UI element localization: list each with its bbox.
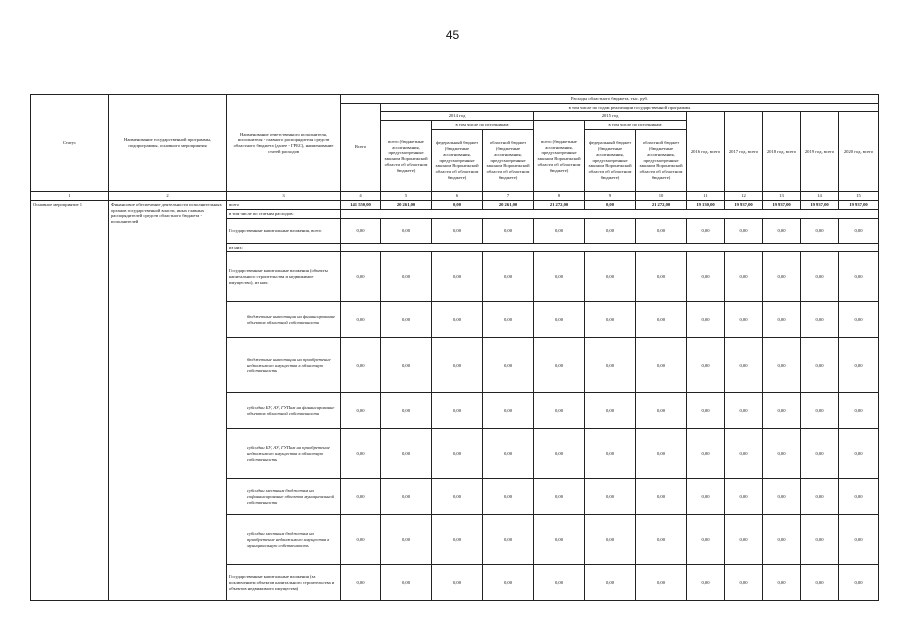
value-cell-col-8: 21 272,00 <box>534 200 585 209</box>
value-cell-col-7: 0,00 <box>483 252 534 302</box>
value-cell-col-15: 0,00 <box>839 393 879 429</box>
value-cell-col-5: 0,00 <box>381 479 432 515</box>
column-index-9: 9 <box>585 191 636 200</box>
value-cell-col-12: 0,00 <box>725 252 763 302</box>
value-cell-col-15: 0,00 <box>839 565 879 601</box>
value-cell-col-11: 0,00 <box>687 218 725 243</box>
value-cell-col-11: 0,00 <box>687 479 725 515</box>
value-cell-col-10: 21 272,00 <box>636 200 687 209</box>
column-index-13: 13 <box>763 191 801 200</box>
value-cell-col-8: 0,00 <box>534 252 585 302</box>
value-cell-col-7: 0,00 <box>483 393 534 429</box>
value-cell-col-13: 0,00 <box>763 565 801 601</box>
value-cell-col-14: 19 937,00 <box>801 200 839 209</box>
header-c5: всего (бюджетные ассигнования, предусмотренные законом Воронежской области об областном бюджете) <box>381 121 432 192</box>
value-cell-col-14: 0,00 <box>801 218 839 243</box>
expense-item-label: Государственные капитальные вложения (за исключением объектов капитального строительства и объектов недвижимого имущества) <box>227 565 341 601</box>
header-executor: Наименование ответственного исполнителя, исполнителя - главного распорядителя средств областного бюджета (далее - ГРБС), наименование статей расходов <box>227 95 341 192</box>
value-cell-col-8: 0,00 <box>534 302 585 338</box>
header-c6: федеральный бюджет (бюджетные ассигнования, предусмотренные законом Воронежской области об областном бюджете) <box>432 129 483 191</box>
header-c9: федеральный бюджет (бюджетные ассигнования, предусмотренные законом Воронежской области об областном бюджете) <box>585 129 636 191</box>
value-cell-col-5: 0,00 <box>381 302 432 338</box>
value-cell-col-15: 0,00 <box>839 252 879 302</box>
value-cell-col-9: 0,00 <box>585 479 636 515</box>
value-cell-col-15: 0,00 <box>839 515 879 565</box>
value-cell-col-10: 0,00 <box>636 218 687 243</box>
value-cell-col-12: 19 937,00 <box>725 200 763 209</box>
value-cell-col-9: 0,00 <box>585 429 636 479</box>
header-c15: 2020 год, всего <box>839 112 879 191</box>
page-number: 45 <box>445 28 460 42</box>
value-cell-col-4: 0,00 <box>341 479 381 515</box>
value-cell-col-11: 0,00 <box>687 393 725 429</box>
value-cell-col-9: 0,00 <box>585 393 636 429</box>
value-cell-col-5: 0,00 <box>381 393 432 429</box>
value-cell-col-10: 0,00 <box>636 252 687 302</box>
header-year-2015: 2015 год <box>534 112 687 121</box>
value-cell-col-11: 0,00 <box>687 429 725 479</box>
value-cell-col-12: 0,00 <box>725 393 763 429</box>
value-cell-col-12: 0,00 <box>725 218 763 243</box>
value-cell-col-10: 0,00 <box>636 429 687 479</box>
value-cell-col-6: 0,00 <box>432 479 483 515</box>
value-cell-col-15: 0,00 <box>839 218 879 243</box>
header-c7: областной бюджет (бюджетные ассигнования, предусмотренные законом Воронежской области об областном бюджете) <box>483 129 534 191</box>
value-cell-col-4: 0,00 <box>341 515 381 565</box>
value-cell-col-7: 0,00 <box>483 515 534 565</box>
value-cell-col-4: 0,00 <box>341 302 381 338</box>
value-cell-col-5: 0,00 <box>381 565 432 601</box>
value-cell-col-12: 0,00 <box>725 479 763 515</box>
header-c10: областной бюджет (бюджетные ассигнования, предусмотренные законом Воронежской области об областном бюджете) <box>636 129 687 191</box>
value-cell-col-5: 0,00 <box>381 218 432 243</box>
value-cell-col-15: 0,00 <box>839 302 879 338</box>
value-cell-col-12: 0,00 <box>725 565 763 601</box>
expense-item-label: субсидии БУ, АУ, ГУПам на приобретение недвижимого имущества в областную собственность <box>227 429 341 479</box>
value-cell-col-8: 0,00 <box>534 218 585 243</box>
column-index-10: 10 <box>636 191 687 200</box>
column-index-1: 1 <box>31 191 109 200</box>
value-cell-col-5: 0,00 <box>381 429 432 479</box>
column-index-12: 12 <box>725 191 763 200</box>
header-by-years: в том числе по годам реализации государственной программы <box>381 103 879 112</box>
value-cell-col-13: 0,00 <box>763 302 801 338</box>
value-cell-col-9: 0,00 <box>585 218 636 243</box>
header-c13: 2018 год, всего <box>763 112 801 191</box>
value-cell-col-4: 0,00 <box>341 338 381 393</box>
value-cell-col-13: 19 937,00 <box>763 200 801 209</box>
value-cell-col-10: 0,00 <box>636 565 687 601</box>
value-cell-col-12: 0,00 <box>725 515 763 565</box>
value-cell-col-9: 0,00 <box>585 252 636 302</box>
column-index-14: 14 <box>801 191 839 200</box>
value-cell-col-15: 0,00 <box>839 338 879 393</box>
value-cell-col-6: 0,00 <box>432 429 483 479</box>
value-cell-col-8: 0,00 <box>534 479 585 515</box>
value-cell-col-15: 0,00 <box>839 429 879 479</box>
value-cell-col-13: 0,00 <box>763 252 801 302</box>
value-cell-col-14: 0,00 <box>801 252 839 302</box>
value-cell-col-7: 0,00 <box>483 565 534 601</box>
value-cell-col-13: 0,00 <box>763 429 801 479</box>
column-index-11: 11 <box>687 191 725 200</box>
expense-item-label: субсидии местным бюджетам на софинансирование объектов муниципальной собственности <box>227 479 341 515</box>
column-index-5: 5 <box>381 191 432 200</box>
value-cell-col-4: 0,00 <box>341 252 381 302</box>
table-row <box>31 200 879 209</box>
value-cell-col-8: 0,00 <box>534 565 585 601</box>
header-program-name: Наименование государственной программы, подпрограммы, основного мероприятия <box>109 95 227 192</box>
value-cell-col-4: 0,00 <box>341 393 381 429</box>
value-cell-col-6: 0,00 <box>432 200 483 209</box>
value-cell-col-12: 0,00 <box>725 429 763 479</box>
value-cell-col-4: 0,00 <box>341 429 381 479</box>
value-cell-col-9: 0,00 <box>585 200 636 209</box>
value-cell-col-11: 0,00 <box>687 252 725 302</box>
expense-item-label: всего <box>227 200 341 209</box>
value-cell-col-8: 0,00 <box>534 429 585 479</box>
budget-table <box>30 94 879 601</box>
header-c14: 2019 год, всего <box>801 112 839 191</box>
value-cell-col-12: 0,00 <box>725 338 763 393</box>
value-cell-col-9: 0,00 <box>585 515 636 565</box>
expense-item-label: субсидии БУ, АУ, ГУПам на финансирование объектов областной собственности <box>227 393 341 429</box>
value-cell-col-8: 0,00 <box>534 393 585 429</box>
value-cell-col-11: 0,00 <box>687 565 725 601</box>
column-index-row <box>31 191 879 200</box>
empty-values-cell <box>341 209 879 218</box>
header-status: Статус <box>31 95 109 192</box>
header-year-2014: 2014 год <box>381 112 534 121</box>
value-cell-col-15: 19 937,00 <box>839 200 879 209</box>
column-index-8: 8 <box>534 191 585 200</box>
value-cell-col-7: 0,00 <box>483 218 534 243</box>
expense-item-label: из них: <box>227 243 341 252</box>
value-cell-col-7: 0,00 <box>483 338 534 393</box>
value-cell-col-6: 0,00 <box>432 252 483 302</box>
value-cell-col-10: 0,00 <box>636 338 687 393</box>
value-cell-col-6: 0,00 <box>432 338 483 393</box>
value-cell-col-15: 0,00 <box>839 479 879 515</box>
value-cell-col-8: 0,00 <box>534 338 585 393</box>
expense-item-label: Государственные капитальные вложения (объекты капитального строительства и недвижимое имущество), из них: <box>227 252 341 302</box>
value-cell-col-14: 0,00 <box>801 393 839 429</box>
value-cell-col-10: 0,00 <box>636 515 687 565</box>
value-cell-col-5: 0,00 <box>381 515 432 565</box>
value-cell-col-9: 0,00 <box>585 338 636 393</box>
expense-item-label: субсидии местным бюджетам на приобретение недвижимого имущества в муниципальную собственность <box>227 515 341 565</box>
header-expenses-title: Расходы областного бюджета, тыс. руб. <box>341 95 879 104</box>
value-cell-col-9: 0,00 <box>585 565 636 601</box>
value-cell-col-11: 0,00 <box>687 515 725 565</box>
header-c8: всего (бюджетные ассигнования, предусмотренные законом Воронежской области об областном бюджете) <box>534 121 585 192</box>
expense-item-label: в том числе по статьям расходов: <box>227 209 341 218</box>
column-index-3: 3 <box>227 191 341 200</box>
measure-name-cell: Финансовое обеспечение деятельности исполнительных органов государственной власти, иных главных распорядителей средств областного бюджета - исполнителей <box>109 200 227 600</box>
value-cell-col-14: 0,00 <box>801 302 839 338</box>
value-cell-col-14: 0,00 <box>801 338 839 393</box>
value-cell-col-7: 0,00 <box>483 429 534 479</box>
value-cell-col-6: 0,00 <box>432 302 483 338</box>
value-cell-col-12: 0,00 <box>725 302 763 338</box>
value-cell-col-6: 0,00 <box>432 515 483 565</box>
expense-item-label: Государственные капитальные вложения, всего <box>227 218 341 243</box>
status-cell: Основное мероприятие 1 <box>31 200 109 600</box>
header-c12: 2017 год, всего <box>725 112 763 191</box>
value-cell-col-10: 0,00 <box>636 393 687 429</box>
value-cell-col-11: 19 130,00 <box>687 200 725 209</box>
value-cell-col-5: 0,00 <box>381 252 432 302</box>
value-cell-col-10: 0,00 <box>636 302 687 338</box>
expense-item-label: бюджетные инвестиции на финансирование объектов областной собственности <box>227 302 341 338</box>
column-index-2: 2 <box>109 191 227 200</box>
empty-values-cell <box>341 243 879 252</box>
value-cell-col-13: 0,00 <box>763 393 801 429</box>
column-index-4: 4 <box>341 191 381 200</box>
value-cell-col-14: 0,00 <box>801 565 839 601</box>
column-index-15: 15 <box>839 191 879 200</box>
value-cell-col-7: 0,00 <box>483 479 534 515</box>
column-index-6: 6 <box>432 191 483 200</box>
value-cell-col-5: 20 261,00 <box>381 200 432 209</box>
value-cell-col-6: 0,00 <box>432 393 483 429</box>
header-c11: 2016 год, всего <box>687 112 725 191</box>
value-cell-col-13: 0,00 <box>763 515 801 565</box>
value-cell-col-4: 0,00 <box>341 218 381 243</box>
value-cell-col-5: 0,00 <box>381 338 432 393</box>
value-cell-col-13: 0,00 <box>763 218 801 243</box>
value-cell-col-13: 0,00 <box>763 479 801 515</box>
value-cell-col-11: 0,00 <box>687 302 725 338</box>
column-index-7: 7 <box>483 191 534 200</box>
value-cell-col-14: 0,00 <box>801 429 839 479</box>
value-cell-col-7: 20 261,00 <box>483 200 534 209</box>
value-cell-col-6: 0,00 <box>432 565 483 601</box>
header-total: Всего <box>341 103 381 191</box>
value-cell-col-11: 0,00 <box>687 338 725 393</box>
value-cell-col-8: 0,00 <box>534 515 585 565</box>
header-incl-2015: в том числе по источникам: <box>585 121 687 130</box>
value-cell-col-4: 0,00 <box>341 565 381 601</box>
value-cell-col-13: 0,00 <box>763 338 801 393</box>
expense-item-label: бюджетные инвестиции на приобретение недвижимого имущества в областную собственность <box>227 338 341 393</box>
value-cell-col-6: 0,00 <box>432 218 483 243</box>
value-cell-col-4: 141 550,00 <box>341 200 381 209</box>
value-cell-col-14: 0,00 <box>801 515 839 565</box>
value-cell-col-7: 0,00 <box>483 302 534 338</box>
value-cell-col-9: 0,00 <box>585 302 636 338</box>
value-cell-col-14: 0,00 <box>801 479 839 515</box>
header-incl-2014: в том числе по источникам: <box>432 121 534 130</box>
value-cell-col-10: 0,00 <box>636 479 687 515</box>
